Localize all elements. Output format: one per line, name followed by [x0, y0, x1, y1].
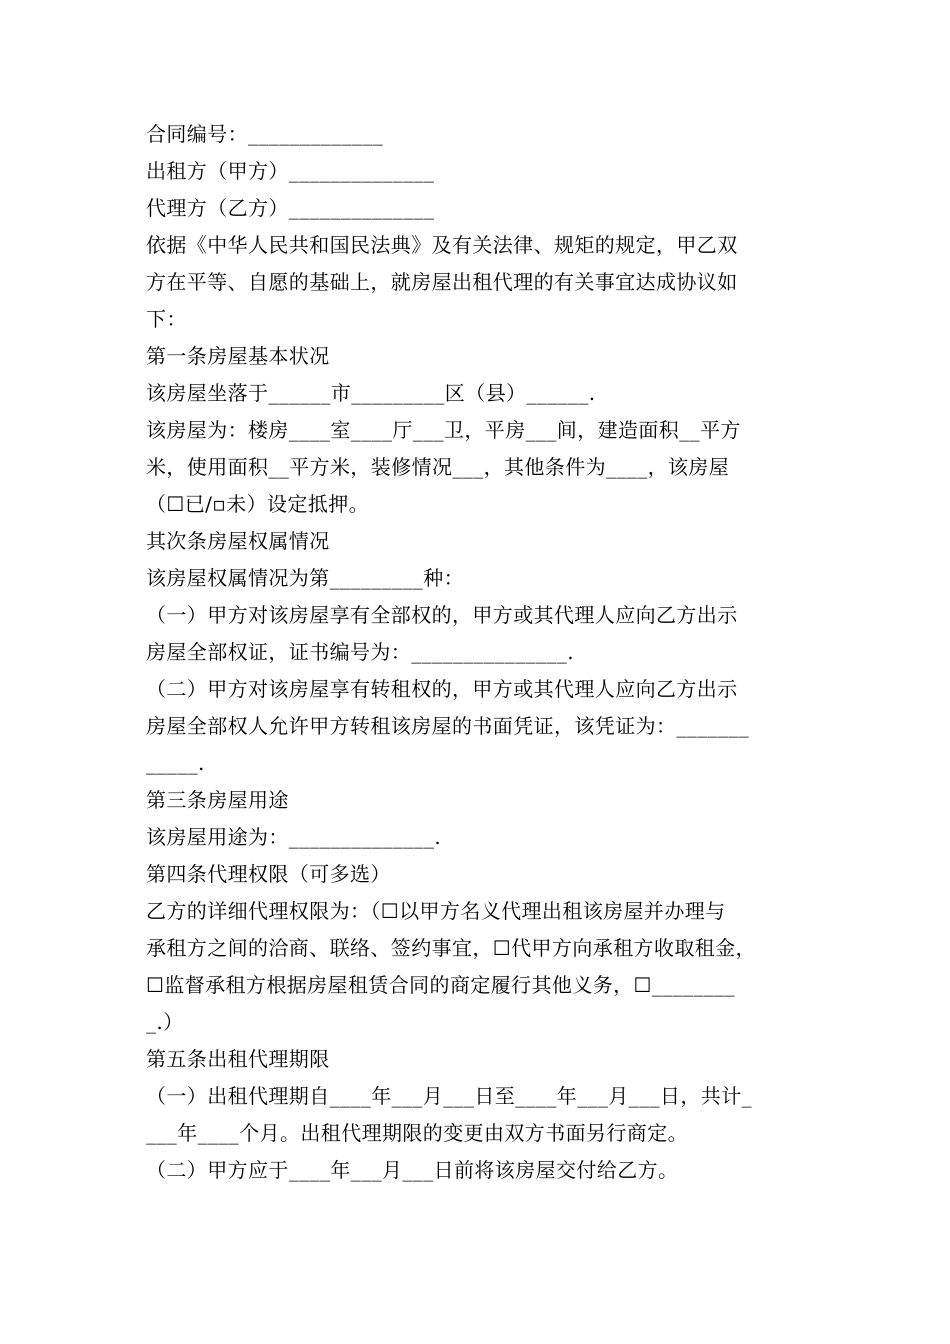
article-2-item-2-line-3: _____.: [146, 751, 205, 775]
article-2-item-1-line-1: （一）甲方对该房屋享有全部权的，甲方或其代理人应向乙方出示: [146, 603, 738, 627]
article-1-location: 该房屋坐落于______市_________区（县）______.: [146, 381, 596, 405]
preamble-line-3: 下：: [146, 307, 187, 331]
article-4-scope-line-3: ☐监督承租方根据房屋租赁合同的商定履行其他义务，☐________: [146, 973, 736, 997]
preamble-line-1: 依据《中华人民共和国民法典》及有关法律、规矩的规定，甲乙双: [146, 233, 738, 257]
article-4-heading: 第四条代理权限（可多选）: [146, 862, 391, 886]
article-2-item-2-line-2: 房屋全部权人允许甲方转租该房屋的书面凭证，该凭证为：_______: [146, 714, 750, 738]
article-4-scope-line-2: 承租方之间的洽商、联络、签约事宜，☐代甲方向承租方收取租金，: [146, 936, 756, 960]
article-5-item-1-line-1: （一）出租代理期自____年___月___日至____年___月___日，共计_: [146, 1084, 752, 1108]
article-3-heading: 第三条房屋用途: [146, 788, 289, 812]
article-1-layout-line-1: 该房屋为：楼房____室____厅___卫，平房___间，建造面积__平方: [146, 418, 741, 442]
agent-line: 代理方（乙方）______________: [146, 196, 435, 220]
contract-text: [146, 116, 812, 1189]
article-1-mortgage: （☐已/▫未）设定抵押。: [146, 492, 370, 516]
article-1-layout-line-2: 米，使用面积__平方米，装修情况___，其他条件为____，该房屋: [146, 455, 730, 479]
article-1-heading: 第一条房屋基本状况: [146, 344, 330, 368]
article-5-item-1-line-2: ___年____个月。出租代理期限的变更由双方书面另行商定。: [146, 1121, 688, 1145]
article-2-item-1-line-2: 房屋全部权证，证书编号为：_______________.: [146, 640, 574, 664]
article-4-scope-line-1: 乙方的详细代理权限为：（☐以甲方名义代理出租该房屋并办理与: [146, 899, 726, 923]
lessor-line: 出租方（甲方）______________: [146, 159, 435, 183]
article-5-heading: 第五条出租代理期限: [146, 1047, 330, 1071]
article-3-usage: 该房屋用途为：______________.: [146, 825, 442, 849]
article-4-scope-line-4: _.）: [146, 1010, 184, 1034]
article-5-item-2: （二）甲方应于____年___月___日前将该房屋交付给乙方。: [146, 1158, 679, 1182]
article-2-heading: 其次条房屋权属情况: [146, 529, 330, 553]
article-2-item-2-line-1: （二）甲方对该房屋享有转租权的，甲方或其代理人应向乙方出示: [146, 677, 738, 701]
article-2-type: 该房屋权属情况为第_________种：: [146, 566, 464, 590]
preamble-line-2: 方在平等、自愿的基础上，就房屋出租代理的有关事宜达成协议如: [146, 270, 738, 294]
contract-number-line: 合同编号：_____________: [146, 122, 384, 146]
